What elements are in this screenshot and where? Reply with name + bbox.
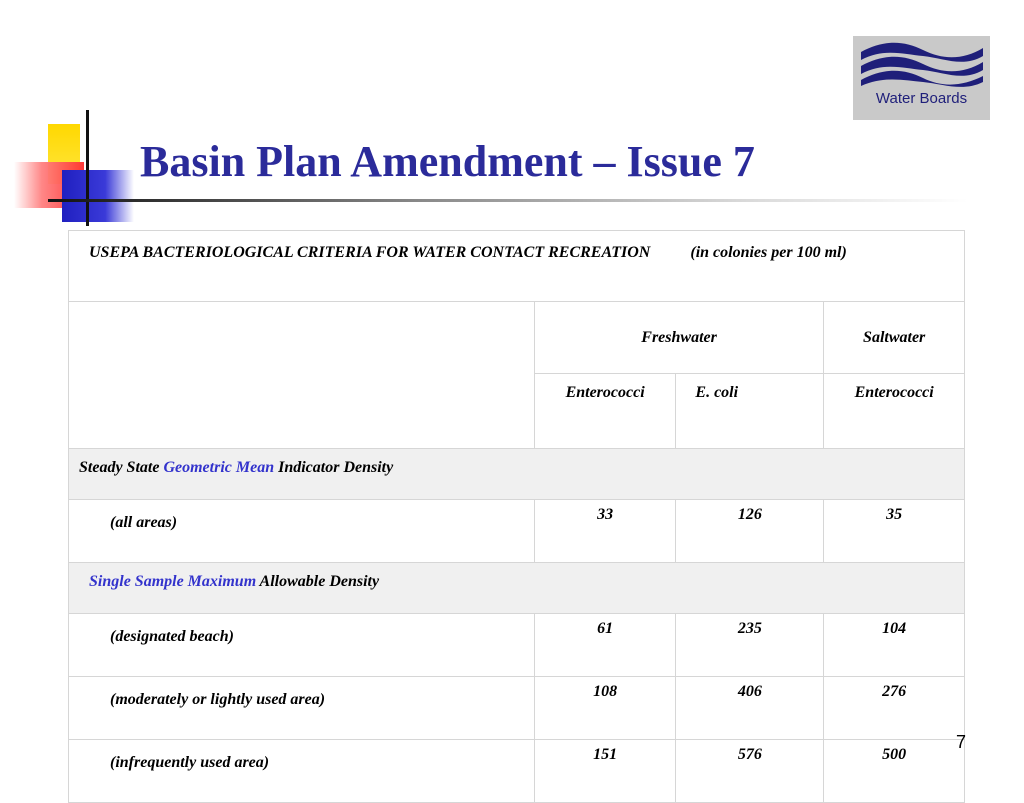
- col-fresh-enterococci: Enterococci: [534, 374, 676, 449]
- table-row: [69, 500, 965, 563]
- cell-value: 576: [676, 740, 824, 803]
- group-header-row: [69, 302, 965, 374]
- cell-value: 276: [824, 677, 965, 740]
- row-label: (infrequently used area): [69, 740, 535, 803]
- criteria-table: [68, 230, 965, 803]
- table-header-units: (in colonies per 100 ml): [690, 244, 847, 261]
- empty-header-cell: [69, 302, 535, 449]
- row-label: (all areas): [69, 500, 535, 563]
- cell-value: 108: [534, 677, 676, 740]
- group-freshwater: Freshwater: [534, 302, 824, 374]
- section-highlight: Geometric Mean: [163, 459, 275, 476]
- decorative-vertical-line: [86, 110, 89, 226]
- table-row: [69, 677, 965, 740]
- section-text: Steady State: [79, 459, 164, 476]
- cell-value: 126: [676, 500, 824, 563]
- col-salt-enterococci: Enterococci: [824, 374, 965, 449]
- section-row-geometric-mean: [69, 449, 965, 500]
- table-header-title: USEPA BACTERIOLOGICAL CRITERIA FOR WATER CONTACT RECREATION: [89, 244, 651, 261]
- logo-text: Water Boards: [875, 90, 968, 107]
- cell-value: 500: [824, 740, 965, 803]
- table-row: [69, 614, 965, 677]
- water-boards-logo: [853, 36, 990, 120]
- cell-value: 104: [824, 614, 965, 677]
- section-highlight: Single Sample Maximum: [89, 573, 257, 590]
- section-row-single-sample: [69, 563, 965, 614]
- group-saltwater: Saltwater: [824, 302, 965, 374]
- slide-title: Basin Plan Amendment – Issue 7: [140, 137, 755, 186]
- cell-value: 35: [824, 500, 965, 563]
- page-number: 7: [955, 732, 966, 752]
- row-label: (designated beach): [69, 614, 535, 677]
- table-header-row: [69, 231, 965, 302]
- cell-value: 61: [534, 614, 676, 677]
- section-text: Indicator Density: [274, 459, 394, 476]
- section-label-geometric-mean: [69, 449, 965, 500]
- title-underline: [48, 199, 968, 202]
- col-fresh-ecoli: E. coli: [676, 374, 824, 449]
- section-text: Allowable Density: [256, 573, 380, 590]
- section-label-single-sample: [69, 563, 965, 614]
- cell-value: 406: [676, 677, 824, 740]
- cell-value: 33: [534, 500, 676, 563]
- cell-value: 151: [534, 740, 676, 803]
- row-label: (moderately or lightly used area): [69, 677, 535, 740]
- decorative-blue-square: [62, 170, 134, 222]
- cell-value: 235: [676, 614, 824, 677]
- waves-icon: [853, 36, 990, 120]
- table-header: [69, 231, 965, 302]
- table-row: [69, 740, 965, 803]
